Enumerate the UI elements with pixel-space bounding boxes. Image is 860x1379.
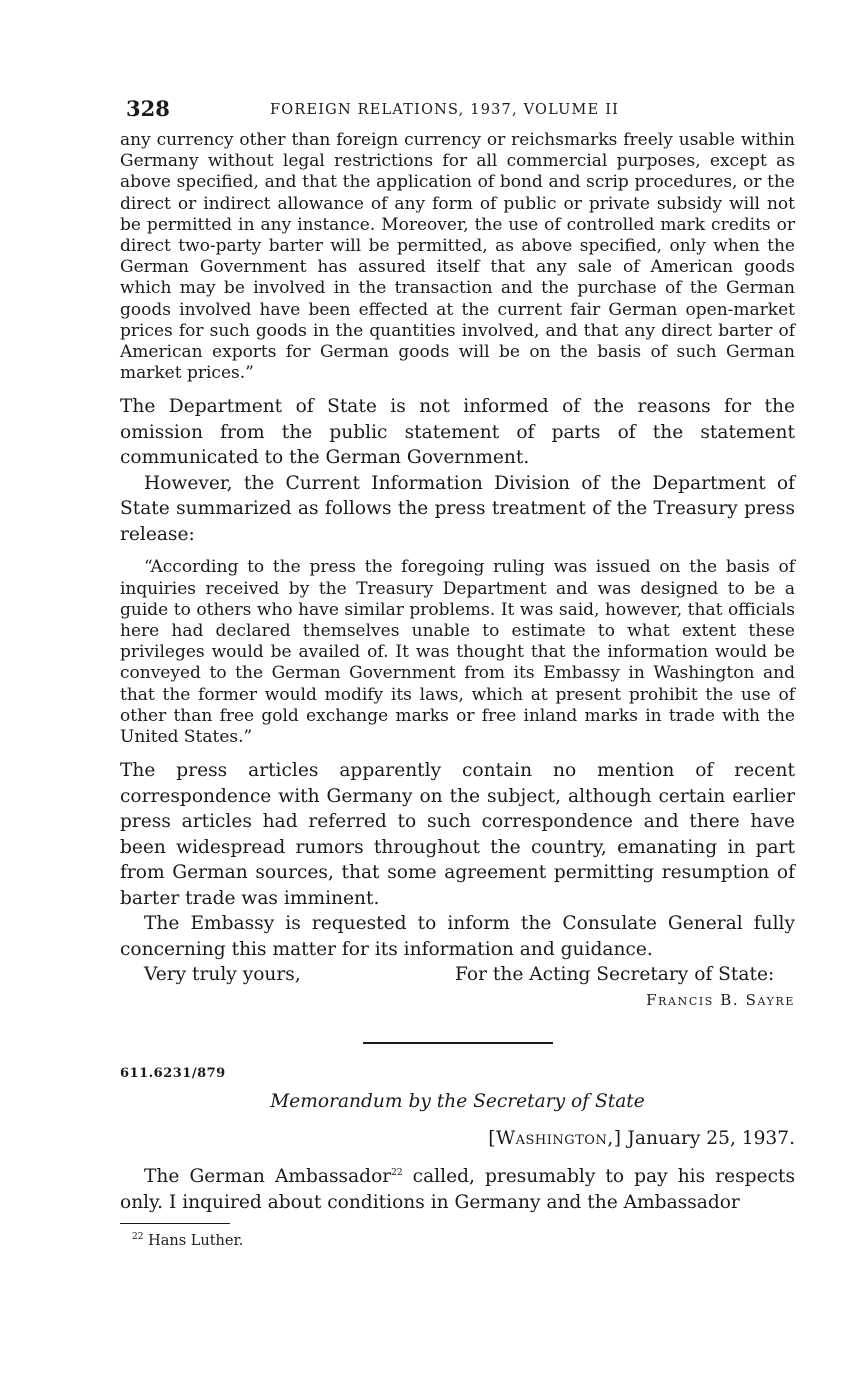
footnote-reference: 22 <box>391 1168 403 1179</box>
quote-continuation: any currency other than foreign currency or reichsmarks freely usable within Germany without legal restrictions for all commercial purposes, except as above specified, and that the application of bond and scrip procedures, or the direct or indirect allowance of any form of public or private subsidy will not be permitted in any instance. Moreover, the use of controlled mark credits or direct two-party barter will be permitted, as above specified, only when the German Government has assured itself that any sale of American goods which may be involved in the transaction and the purchase of the German goods involved have been effected at the current fair German open-market prices for such goods in the quantities involved, and that any direct barter of American exports for German goods will be on the basis of such German market prices.” <box>120 130 795 384</box>
page-number: 328 <box>126 96 170 121</box>
paragraph-ambassador-rest: called, presumably to pay his respects only. I inquired about conditions in Germany and the Ambassador <box>120 1166 795 1213</box>
paragraph-however: However, the Current Information Division of the Department of State summarized as follows the press treatment of the Treasury press release: <box>120 472 795 545</box>
closing-row <box>120 962 795 988</box>
dateline-date: January 25, 1937. <box>627 1128 795 1150</box>
footnote-text: Hans Luther. <box>148 1233 244 1250</box>
paragraph-embassy-request: The Embassy is requested to inform the Consulate General fully concerning this matter for its information and guidance. <box>120 913 795 960</box>
paragraph-press-articles: The press articles apparently contain no mention of recent correspondence with Germany on the subject, although certain earlier press articles had referred to such correspondence and there have been widespread rumors throughout the country, emanating in part from German sources, that some agreement permitting resumption of barter trade was imminent. <box>120 760 795 909</box>
signature: Francis B. Sayre <box>646 991 795 1010</box>
section-divider <box>363 1042 553 1044</box>
footnote <box>132 1232 795 1249</box>
paragraph-omission: The Department of State is not informed of the reasons for the omission from the public statement of parts of the statement communicated to the German Government. <box>120 396 795 469</box>
footnote-rule <box>120 1223 230 1224</box>
file-number: 611.6231/879 <box>120 1066 226 1082</box>
quote-press-treatment: “According to the press the foregoing ruling was issued on the basis of inquiries received by the Treasury Department and was designed to be a guide to others who have similar problems. It was said, however, that officials here had declared themselves unable to estimate to what extent these privileges would be availed of. It was thought that the information would be conveyed to the German Government from its Embassy in Washington and that the former would modify its laws, which at present prohibit the use of other than free gold exchange marks or free inland marks in trade with the United States.” <box>120 557 795 748</box>
footnote-marker: 22 <box>132 1232 144 1243</box>
dateline <box>120 1128 795 1149</box>
salutation: Very truly yours, <box>144 964 301 986</box>
sender-line: For the Acting Secretary of State: <box>455 964 775 986</box>
dateline-place: [Washington,] <box>488 1128 622 1150</box>
memo-title: Memorandum by the Secretary of State <box>270 1091 645 1113</box>
document-page <box>120 96 795 1249</box>
running-title: FOREIGN RELATIONS, 1937, VOLUME II <box>270 102 620 118</box>
paragraph-ambassador-start: The German Ambassador <box>144 1166 392 1188</box>
paragraph-ambassador <box>120 1161 795 1215</box>
running-head <box>120 96 795 130</box>
